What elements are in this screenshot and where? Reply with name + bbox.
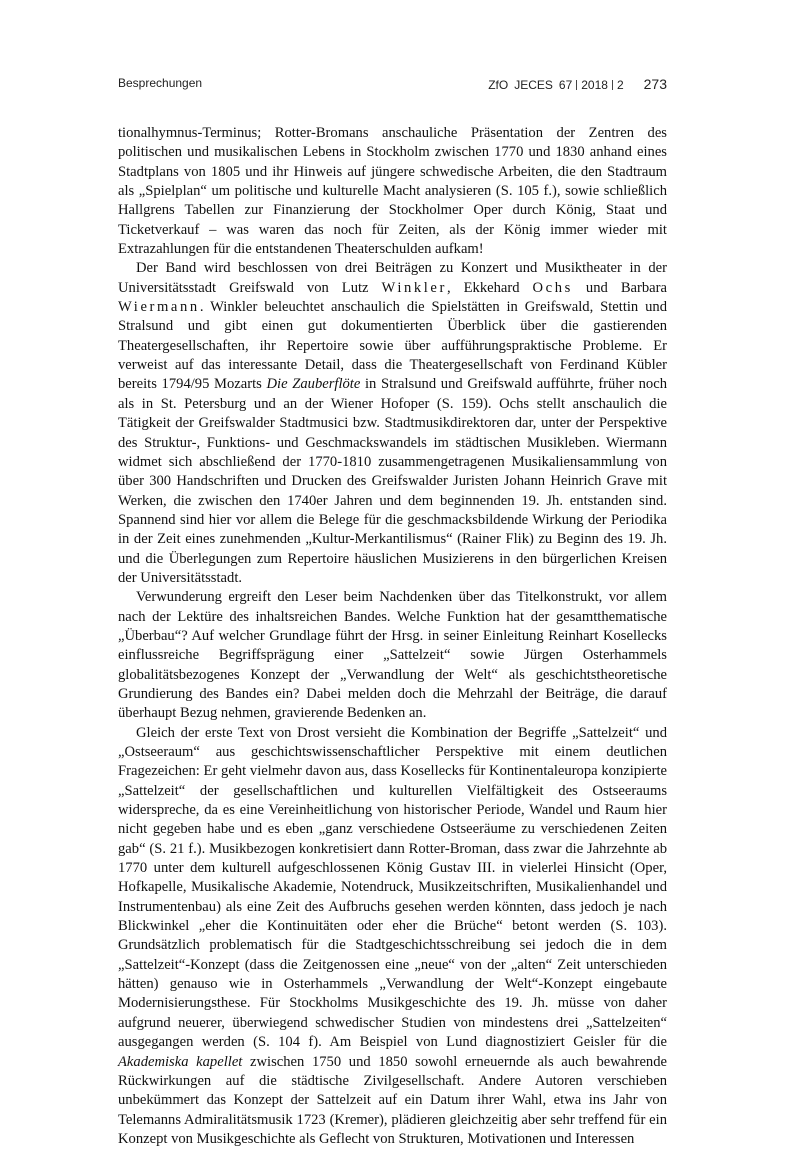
separator <box>576 80 577 90</box>
paragraph-1: tionalhymnus-Terminus; Rotter-Bromans anschauliche Präsentation der Zentren des politischen und musikalischen Lebens in Stockholm zwischen 1770 und 1830 anhand eines Stadtplans von 1805 und ihr Hinweis auf jüngere schwedische Arbeiten, die den Stadtraum als „Spielplan“ um politische und kulturelle Macht analysieren (S. 105 f.), sowie schließlich Hallgrens Tabellen zur Finanzierung der Stockholmer Oper durch König, Staat und Ticketverkauf – was waren das noch für Zeiten, als der König immer wieder mit Extrazahlungen für die entstandenen Theaterschulden aufkam! <box>118 125 667 258</box>
page-number: 273 <box>643 76 667 92</box>
section-title: Besprechungen <box>118 76 203 90</box>
text-run: und Barbara <box>572 279 667 296</box>
volume-issue <box>559 78 624 92</box>
text-run: , Ekkehard <box>446 279 533 296</box>
year: 2018 <box>581 78 608 92</box>
author-name: Wiermann <box>118 299 200 316</box>
author-name: Winkler <box>381 279 447 296</box>
journal-info <box>488 76 667 92</box>
text-run: zwischen 1750 und 1850 sowohl erneuernde als auch bewahrende Rückwirkungen auf die städtische Zivilgesellschaft. Andere Autoren verschieben unbekümmert das Konzept der Sattelzeit auf ein Datum ihrer Wahl, etwa ins Jahr von Telemanns Admiralitätsmusik 1723 (Kremer), plädieren gleichzeitig aber sehr treffend für ein Konzept von Musikgeschichte als Geflecht von Strukturen, Motivationen und Interessen <box>118 1053 667 1147</box>
running-header <box>118 72 667 94</box>
separator <box>612 80 613 90</box>
volume: 67 <box>558 78 573 92</box>
review-text <box>118 124 667 1149</box>
work-title: Akademiska kapellet <box>118 1053 243 1070</box>
journal-series: JECES <box>514 78 553 92</box>
paragraph-4 <box>118 724 667 1149</box>
work-title: Die Zauberflöte <box>266 376 361 393</box>
text-run: in Stralsund und Greifswald aufführte, früher noch als in St. Petersburg und an der Wiener Hofoper (S. 159). Ochs stellt anschaulich die Tätigkeit der Greifswalder Stadtmusici bzw. Stadtmusikdirektoren dar, unter der Perspektive des Struktur-, Funktions- und Geschmackswandels im städtischen Musikleben. Wiermann widmet sich abschließend der 1770-1810 zusammengetragenen Musikaliensammlung von über 300 Handschriften und Drucken des Greifswalder Juristen Johann Heinrich Grave mit Werken, die zwischen den 1740er Jahren und dem beginnenden 19. Jh. entstanden sind. Spannend sind hier vor allem die Belege für die geschmacksbildende Wirkung der Periodika in der Zeit eines zunehmenden „Kultur-Merkantilismus“ (Rainer Flik) zu Beginn des 19. Jh. und die Überlegungen zum Repertoire häuslichen Musizierens in den bürgerlichen Kreisen der Universitätsstadt. <box>118 376 667 586</box>
text-run: Der Band wird beschlossen von drei Beiträgen zu Konzert und Musiktheater in der Universitätsstadt Greifswald von Lutz <box>118 260 667 296</box>
issue: 2 <box>616 78 624 92</box>
paragraph-2 <box>118 259 667 588</box>
text-run: Gleich der erste Text von Drost versieht die Kombination der Begriffe „Sattelzeit“ und „Ostseeraum“ aus geschichtswissenschaftlicher Perspektive mit einem deutlichen Fragezeichen: Er geht vielmehr davon aus, dass Kosellecks für Kontinentaleuropa konzipierte „Sattelzeit“ der gesellschaftlichen und kulturellen Vielfältigkeit des Ostseeraums widerspreche, da es eine Vereinheitlichung von historischer Periode, Wandel und Raum hier nicht gegeben habe und es eben „ganz verschiedene Ostseeräume zu verschiedenen Zeiten gab“ (S. 21 f.). Musikbezogen konkretisiert dann Rotter-Broman, dass zwar die Jahrzehnte ab 1770 unter dem kulturell aufgeschlossenen König Gustav III. in vielerlei Hinsicht (Oper, Hofkapelle, Musikalische Akademie, Notendruck, Musikzeitschriften, Musikalienhandel und Instrumentenbau) als eine Zeit des Aufbruchs gesehen werden könnten, dass jedoch je nach Blickwinkel „eher die Kontinuitäten oder eher die Brüche“ betont werden (S. 103). Grundsätzlich problematisch für die Stadtgeschichtsschreibung sei jedoch die in dem „Sattelzeit“-Konzept (dass die Zeitgenossen eine „neue“ von der „alten“ Zeit unterschieden hätten) genauso wie in Osterhammels „Verwandlung der Welt“-Konzept eingebaute Modernisierungsthese. Für Stockholms Musikgeschichte des 19. Jh. müsse von daher aufgrund neuerer, überwiegend schwedischer Studien von mindestens drei „Sattelzeiten“ ausgegangen werden (S. 104 f). Am Beispiel von Lund diagnostiziert Geisler für die <box>118 724 667 1051</box>
journal-abbrev: ZfO <box>488 78 509 92</box>
author-name: Ochs <box>532 279 573 296</box>
text-run: . Winkler beleuchtet anschaulich die Spielstätten in Greifswald, Stettin und Stralsund und gibt einen gut dokumentierten Überblick über die gastierenden Theatergesellschaften, ihr Repertoire sowie über aufführungspraktische Probleme. Er verweist auf das interessante Detail, dass die Theatergesellschaft von Ferdinand Kübler bereits 1794/95 Mozarts <box>118 299 667 393</box>
paragraph-3: Verwunderung ergreift den Leser beim Nachdenken über das Titelkonstrukt, vor allem nach der Lektüre des inhaltsreichen Bandes. Welche Funktion hat der gesamtthematische „Überbau“? Auf welcher Grundlage führt der Hrsg. in seiner Einleitung Reinhart Kosellecks einflussreiche Begriffsprägung einer „Sattelzeit“ sowie Jürgen Osterhammels globalitätsbezogenes Konzept der „Verwandlung der Welt“ als geschichtstheoretische Grundierung des Bandes ein? Dabei melden doch die Mehrzahl der Beiträge, die darauf überhaupt Bezug nehmen, gravierende Bedenken an. <box>118 589 667 722</box>
